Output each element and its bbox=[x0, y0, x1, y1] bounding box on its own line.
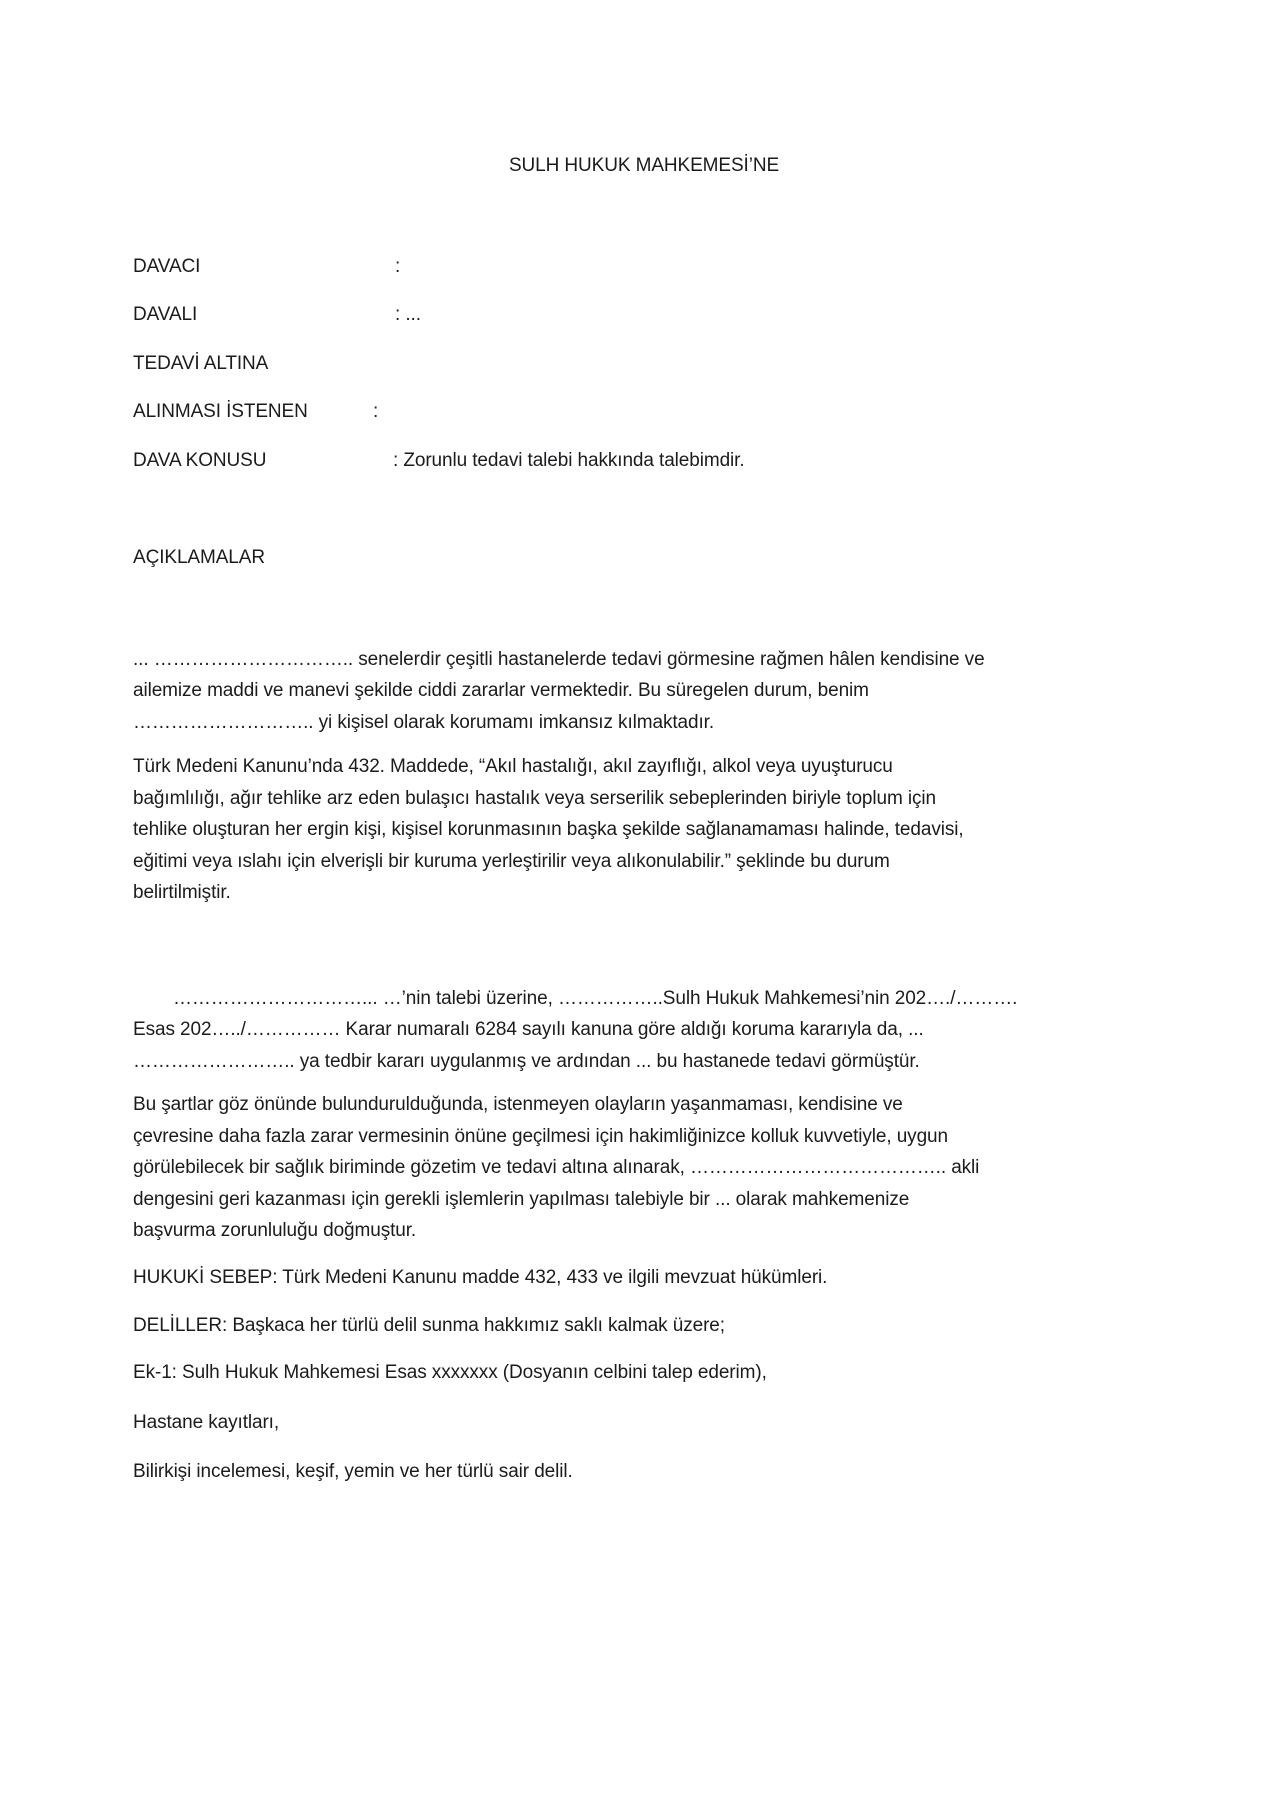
paragraph-line: görülebilecek bir sağlık biriminde gözetim ve tedavi altına alınarak, ………………………………….. akli bbox=[133, 1157, 980, 1178]
paragraph-3 bbox=[133, 983, 1155, 1078]
section-heading-aciklamalar: AÇIKLAMALAR bbox=[133, 547, 265, 568]
party-value: : Zorunlu tedavi talebi hakkında talebimdir. bbox=[393, 449, 745, 471]
paragraph-line: dengesini geri kazanması için gerekli işlemlerin yapılması talebiyle bir ... olarak mahkemenize bbox=[133, 1188, 910, 1210]
paragraph-line: belirtilmiştir. bbox=[133, 882, 231, 903]
party-label: DAVALI bbox=[133, 304, 198, 325]
paragraph-line: ailemize maddi ve manevi şekilde ciddi zararlar vermektedir. Bu süregelen durum, benim bbox=[133, 680, 869, 701]
paragraph-4 bbox=[133, 1089, 1155, 1247]
party-value: : ... bbox=[395, 304, 421, 325]
evidence-line: DELİLLER: Başkaca her türlü delil sunma hakkımız saklı kalmak üzere; bbox=[133, 1315, 725, 1336]
paragraph-line: ……………………….. yi kişisel olarak korumamı imkansız kılmaktadır. bbox=[133, 711, 714, 733]
paragraph-line: başvurma zorunluluğu doğmuştur. bbox=[133, 1220, 417, 1241]
party-row-tedavi-altina bbox=[133, 348, 1155, 380]
exhibit-line-hospital-records: Hastane kayıtları, bbox=[133, 1412, 280, 1433]
paragraph-2 bbox=[133, 751, 1155, 909]
party-row-dava-konusu bbox=[133, 445, 1155, 477]
party-label: DAVA KONUSU bbox=[133, 449, 267, 471]
paragraph-line: bağımlılığı, ağır tehlike arz eden bulaşıcı hastalık veya serserilik sebeplerinden biriyle toplum için bbox=[133, 787, 936, 809]
paragraph-line: çevresine daha fazla zarar vermesinin önüne geçilmesi için hakimliğinizce kolluk kuvvetiyle, uygun bbox=[133, 1125, 948, 1147]
document-content bbox=[0, 150, 1280, 1487]
party-value: : bbox=[373, 401, 379, 422]
party-row-davaci bbox=[133, 251, 1155, 283]
party-row-alinmasi-istenen bbox=[133, 396, 1155, 428]
party-label: TEDAVİ ALTINA bbox=[133, 352, 269, 374]
paragraph-line: Türk Medeni Kanunu’nda 432. Maddede, “Akıl hastalığı, akıl zayıflığı, alkol veya uyuşturucu bbox=[133, 756, 893, 777]
legal-basis-line: HUKUKİ SEBEP: Türk Medeni Kanunu madde 432, 433 ve ilgili mevzuat hükümleri. bbox=[133, 1266, 828, 1288]
paragraph-line: tehlike oluşturan her ergin kişi, kişisel korunmasının başka şekilde sağlanamaması halinde, tedavisi, bbox=[133, 819, 964, 840]
party-value: : bbox=[395, 255, 401, 277]
party-row-davali bbox=[133, 299, 1155, 331]
party-label: DAVACI bbox=[133, 255, 201, 277]
paragraph-line: …………………………... …’nin talebi üzerine, ……………..Sulh Hukuk Mahkemesi’nin 202…./………. bbox=[173, 987, 1018, 1009]
paragraph-line: Bu şartlar göz önünde bulundurulduğunda, istenmeyen olayların yaşanmaması, kendisine ve bbox=[133, 1094, 903, 1115]
document-title: SULH HUKUK MAHKEMESİ’NE bbox=[508, 155, 780, 176]
paragraph-line: ... ………………………….. senelerdir çeşitli hastanelerde tedavi görmesine rağmen hâlen kendisine ve bbox=[133, 648, 985, 670]
party-label: ALINMASI İSTENEN bbox=[133, 401, 308, 422]
paragraph-1 bbox=[133, 644, 1155, 739]
exhibit-line-expert-review: Bilirkişi incelemesi, keşif, yemin ve her türlü sair delil. bbox=[133, 1460, 573, 1482]
exhibit-line-ek1: Ek-1: Sulh Hukuk Mahkemesi Esas xxxxxxx (Dosyanın celbini talep ederim), bbox=[133, 1361, 767, 1383]
paragraph-line: eğitimi veya ıslahı için elverişli bir kuruma yerleştirilir veya alıkonulabilir.” şeklinde bu durum bbox=[133, 850, 890, 872]
paragraph-line: …………………….. ya tedbir kararı uygulanmış ve ardından ... bu hastanede tedavi görmüştür. bbox=[133, 1050, 920, 1072]
paragraph-line: Esas 202…../…………… Karar numaralı 6284 sayılı kanuna göre aldığı koruma kararıyla da, ... bbox=[133, 1019, 924, 1040]
